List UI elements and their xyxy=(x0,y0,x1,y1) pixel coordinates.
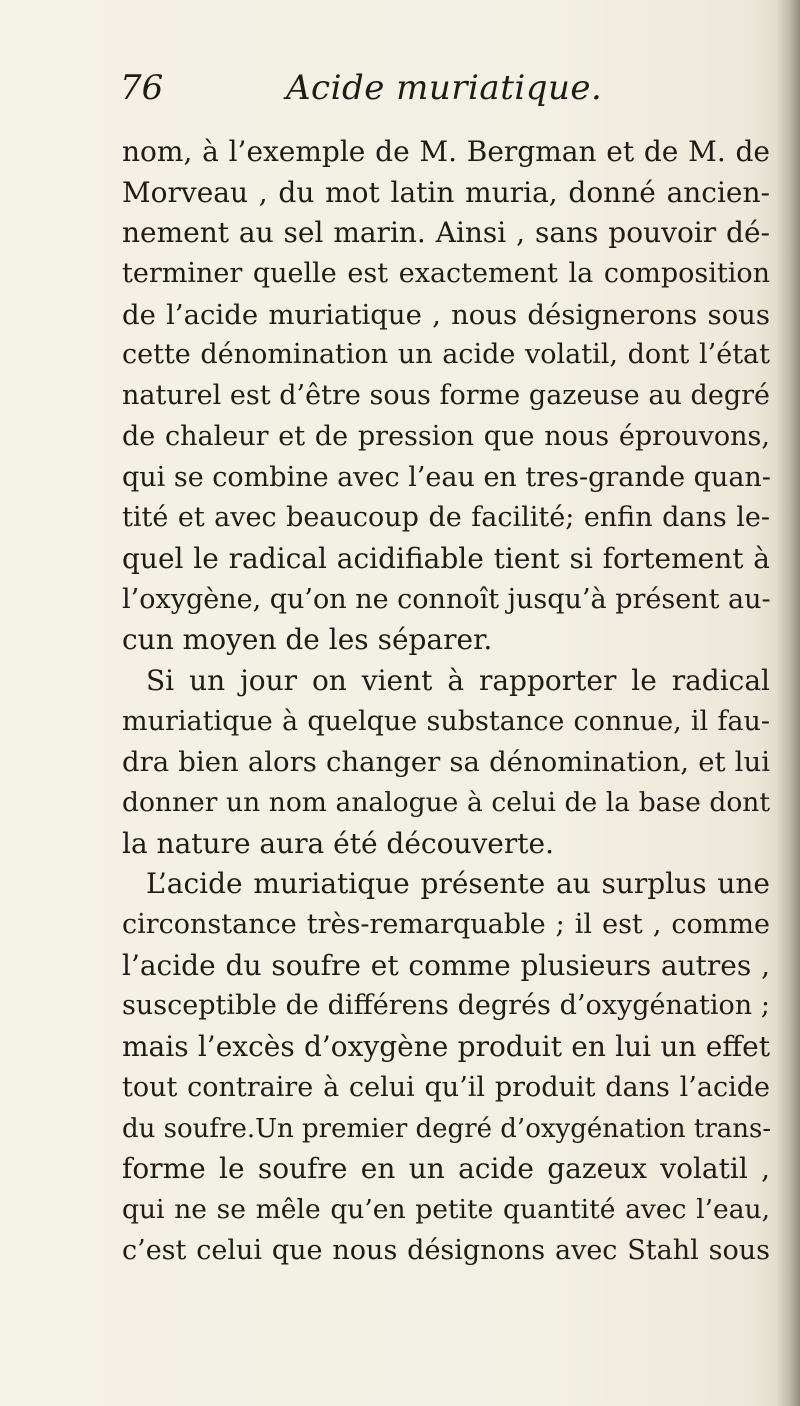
text-line: c’est celui que nous désignons avec Stahl sous xyxy=(122,1234,770,1266)
text-line: nom, à l’exemple de M. Bergman et de M. de xyxy=(122,135,770,168)
running-title: Acide muriatique. xyxy=(286,68,603,108)
text-line: cun moyen de les séparer. xyxy=(122,623,493,657)
text-line: Morveau , du mot latin muria, donné ancien- xyxy=(122,175,770,209)
text-line: l’acide du soufre et comme plusieurs autres , xyxy=(122,948,770,982)
text-line: tité et avec beaucoup de facilité; enfin dans le- xyxy=(122,502,770,534)
text-line: dra bien alors changer sa dénomination, et lui xyxy=(122,746,770,779)
text-line: qui ne se mêle qu’en petite quantité avec l’eau, xyxy=(122,1193,770,1225)
text-line: muriatique à quelque substance connue, il fau- xyxy=(122,705,770,737)
text-line: Si un jour on vient à rapporter le radical xyxy=(146,663,770,697)
text-line: de l’acide muriatique , nous désignerons sous xyxy=(122,298,770,331)
text-line: du soufre.Un premier degré d’oxygénation trans- xyxy=(122,1113,772,1144)
text-line: L’acide muriatique présente au surplus une xyxy=(146,867,770,901)
page-header xyxy=(120,68,760,118)
text-line: donner un nom analogue à celui de la base dont xyxy=(122,787,770,818)
text-line: cette dénomination un acide volatil, dont l’état xyxy=(122,339,770,371)
text-line: terminer quelle est exactement la composition xyxy=(122,258,770,290)
text-line: naturel est d’être sous forme gazeuse au degré xyxy=(122,380,770,412)
text-line: forme le soufre en un acide gazeux volatil , xyxy=(122,1152,770,1186)
page-edge-shadow xyxy=(776,0,800,1406)
text-line: circonstance très-remarquable ; il est , comme xyxy=(122,909,770,941)
text-line: mais l’excès d’oxygène produit en lui un effet xyxy=(122,1030,770,1064)
text-line: susceptible de différens degrés d’oxygénation ; xyxy=(122,990,770,1022)
text-line: tout contraire à celui qu’il produit dans l’acide xyxy=(122,1071,770,1103)
text-line: nement au sel marin. Ainsi , sans pouvoir dé- xyxy=(122,216,770,250)
text-line: la nature aura été découverte. xyxy=(122,826,554,860)
text-line: quel le radical acidifiable tient si fortement à xyxy=(122,541,770,575)
page-number: 76 xyxy=(120,68,164,108)
body-text xyxy=(122,132,770,1271)
text-line: qui se combine avec l’eau en tres-grande quan- xyxy=(122,461,771,493)
text-line: de chaleur et de pression que nous éprouvons, xyxy=(122,420,770,452)
text-line: l’oxygène, qu’on ne connoît jusqu’à présent au- xyxy=(122,583,771,615)
